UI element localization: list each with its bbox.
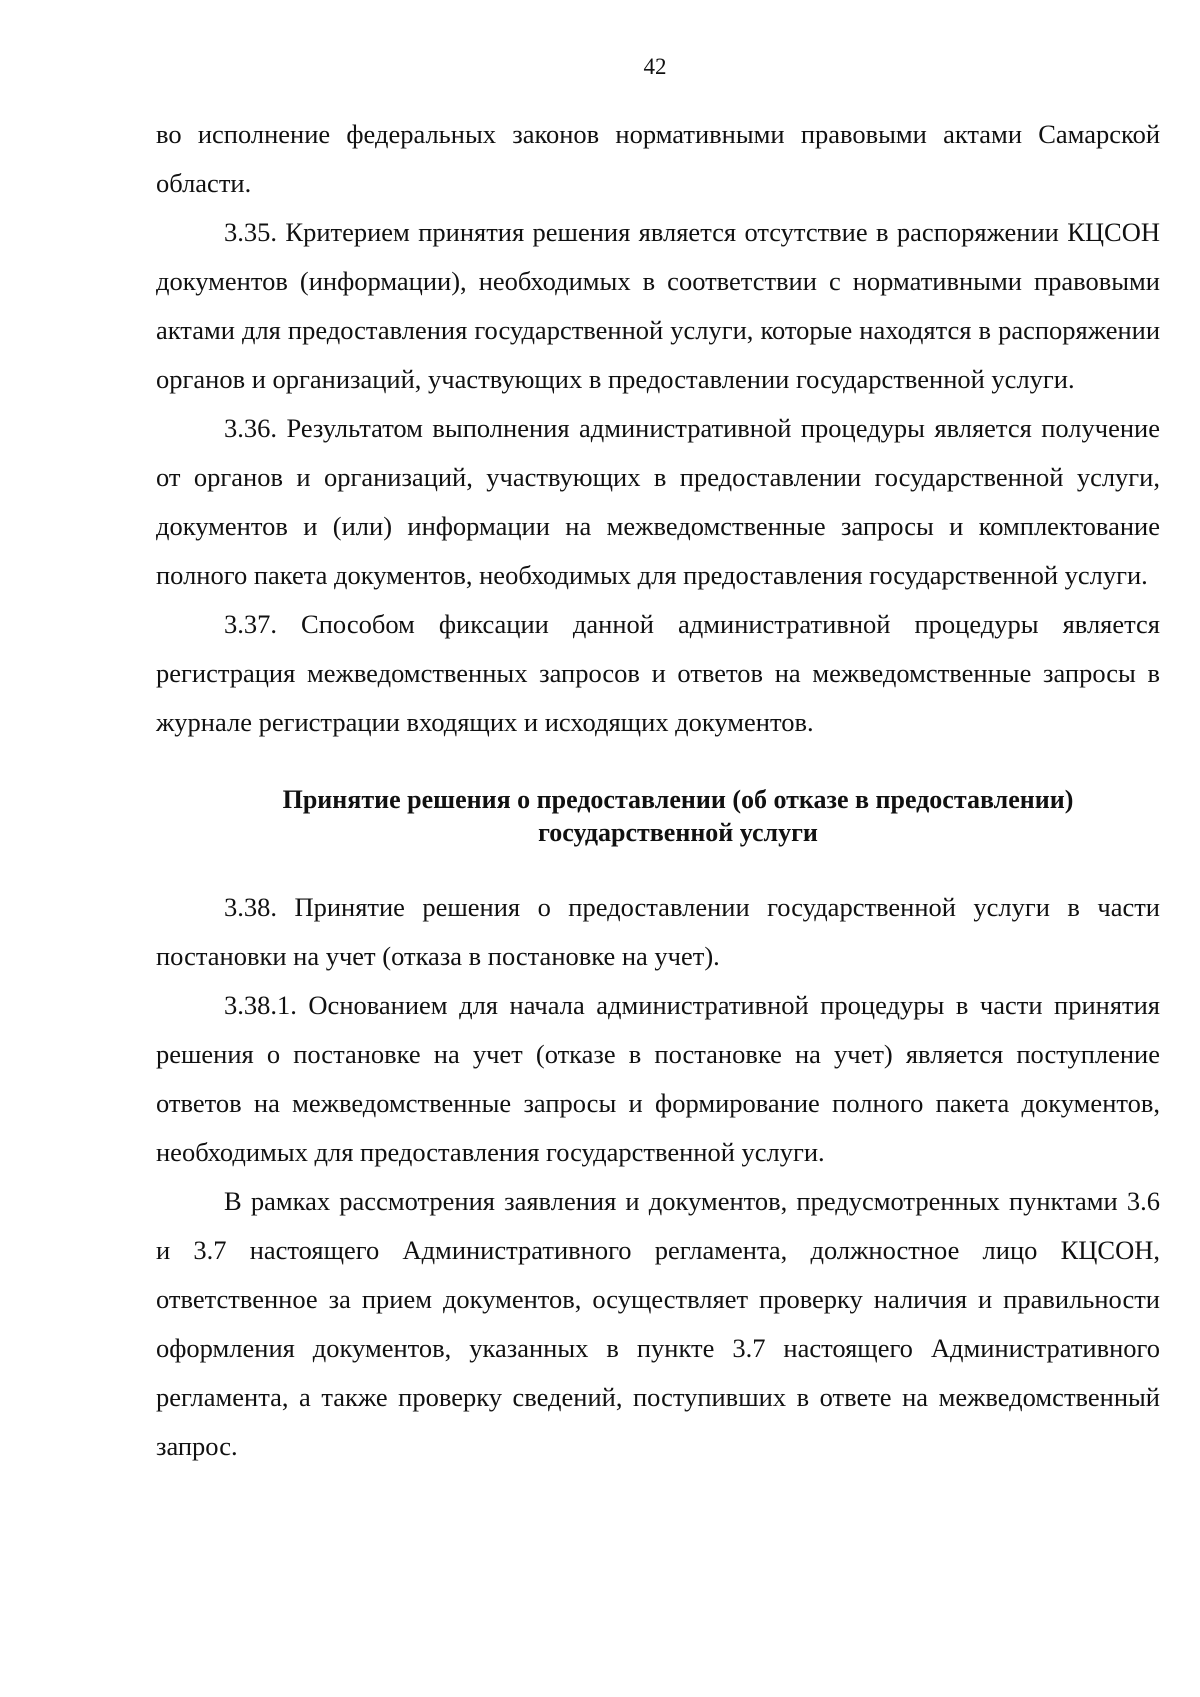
paragraph-3-38: 3.38. Принятие решения о предоставлении государственной услуги в части постановки на учет (отказа в постановке на учет). (156, 892, 1160, 971)
paragraph-3-38-1: 3.38.1. Основанием для начала административной процедуры в части принятия решения о постановке на учет (отказе в постановке на учет) является поступление ответов на межведомственные запросы и формирование полного пакета документов, необходимых для предоставления государственной услуги. (156, 990, 1160, 1167)
paragraph-continuation: во исполнение федеральных законов нормативными правовыми актами Самарской области. (156, 119, 1160, 198)
section-heading (156, 783, 1160, 849)
document-body (156, 110, 1160, 1471)
paragraph-review: В рамках рассмотрения заявления и документов, предусмотренных пунктами 3.6 и 3.7 настоящего Административного регламента, должностное лицо КЦСОН, ответственное за прием документов, осуществляет проверку наличия и правильности оформления документов, указанных в пункте 3.7 настоящего Административного регламента, а также проверку сведений, поступивших в ответе на межведомственный запрос. (156, 1186, 1160, 1461)
section-heading-line-2: государственной услуги (538, 818, 818, 847)
page-number: 42 (643, 54, 667, 79)
paragraph-3-35: 3.35. Критерием принятия решения является отсутствие в распоряжении КЦСОН документов (информации), необходимых в соответствии с нормативными правовыми актами для предоставления государственной услуги, которые находятся в распоряжении органов и организаций, участвующих в предоставлении государственной услуги. (156, 217, 1160, 394)
paragraph-3-36: 3.36. Результатом выполнения административной процедуры является получение от органов и организаций, участвующих в предоставлении государственной услуги, документов и (или) информации на межведомственные запросы и комплектование полного пакета документов, необходимых для предоставления государственной услуги. (156, 413, 1160, 590)
paragraph-3-37: 3.37. Способом фиксации данной административной процедуры является регистрация межведомственных запросов и ответов на межведомственные запросы в журнале регистрации входящих и исходящих документов. (156, 609, 1160, 737)
section-heading-line-1: Принятие решения о предоставлении (об отказе в предоставлении) (282, 785, 1074, 814)
